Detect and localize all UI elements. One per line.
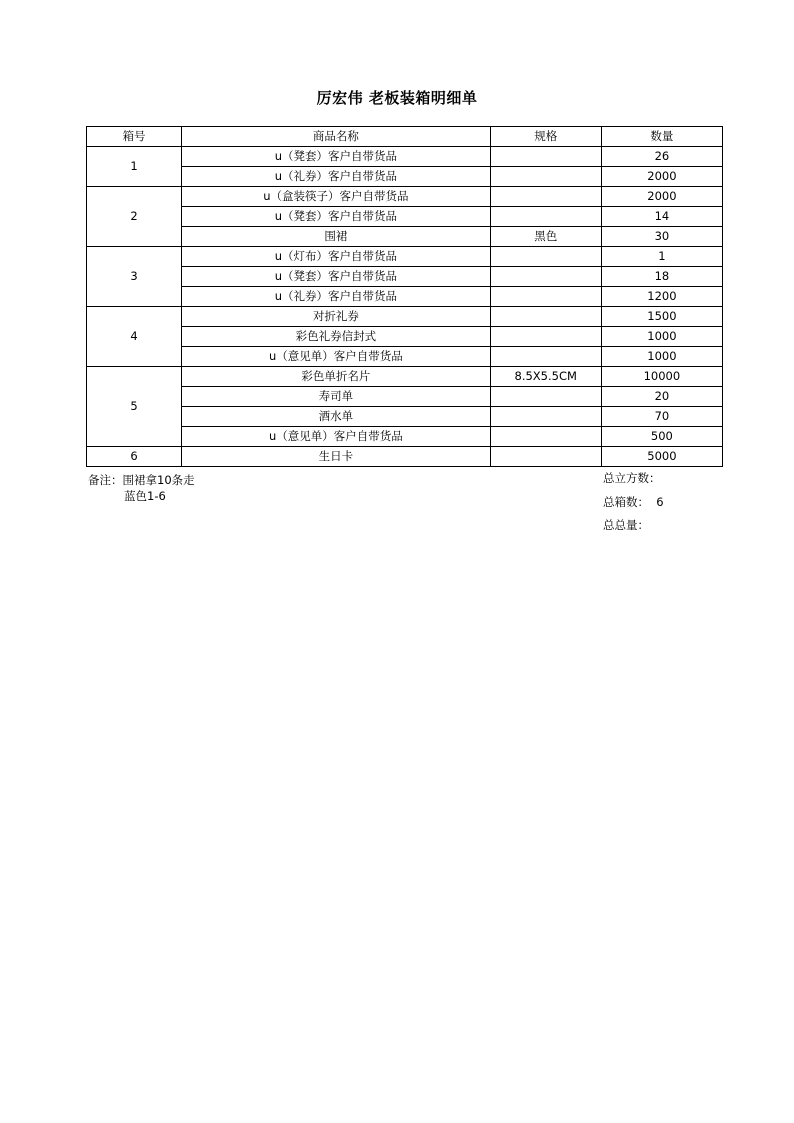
box-number-cell: 6 (87, 447, 182, 467)
quantity-cell: 30 (601, 227, 722, 247)
product-name-cell: u（礼券）客户自带货品 (182, 287, 490, 307)
table-row (87, 367, 723, 387)
table-row (87, 187, 723, 207)
product-name-cell: 围裙 (182, 227, 490, 247)
spec-cell (490, 407, 601, 427)
quantity-cell: 2000 (601, 167, 722, 187)
table-row (87, 247, 723, 267)
table-row (87, 307, 723, 327)
product-name-cell: 彩色礼券信封式 (182, 327, 490, 347)
spec-cell (490, 327, 601, 347)
box-number-cell: 4 (87, 307, 182, 367)
product-name-cell: 寿司单 (182, 387, 490, 407)
quantity-cell: 10000 (601, 367, 722, 387)
remarks (88, 472, 195, 504)
remarks-line-1: 备注：围裙拿10条走 (88, 473, 195, 487)
table-row (87, 207, 723, 227)
quantity-cell: 1000 (601, 347, 722, 367)
spec-cell: 8.5X5.5CM (490, 367, 601, 387)
product-name-cell: u（凳套）客户自带货品 (182, 147, 490, 167)
total-volume: 总立方数： (603, 471, 661, 485)
table-row (87, 347, 723, 367)
product-name-cell: u（意见单）客户自带货品 (182, 427, 490, 447)
spec-cell (490, 347, 601, 367)
spec-cell: 黑色 (490, 227, 601, 247)
table-row (87, 147, 723, 167)
table-row (87, 427, 723, 447)
quantity-cell: 70 (601, 407, 722, 427)
product-name-cell: u（凳套）客户自带货品 (182, 207, 490, 227)
total-weight: 总总量： (603, 518, 649, 532)
quantity-cell: 500 (601, 427, 722, 447)
table-row (87, 387, 723, 407)
spec-cell (490, 207, 601, 227)
product-name-cell: 酒水单 (182, 407, 490, 427)
total-boxes: 总箱数： 6 (603, 494, 664, 509)
table-row (87, 227, 723, 247)
box-number-cell: 5 (87, 367, 182, 447)
table-header-row (87, 127, 723, 147)
product-name-cell: 生日卡 (182, 447, 490, 467)
table-row (87, 407, 723, 427)
table-row (87, 167, 723, 187)
header-quantity: 数量 (601, 127, 722, 147)
spec-cell (490, 147, 601, 167)
quantity-cell: 1 (601, 247, 722, 267)
remarks-line-2: 蓝色1-6 (124, 489, 166, 503)
spec-cell (490, 267, 601, 287)
table-body (87, 147, 723, 467)
spec-cell (490, 167, 601, 187)
quantity-cell: 18 (601, 267, 722, 287)
box-number-cell: 1 (87, 147, 182, 187)
product-name-cell: u（凳套）客户自带货品 (182, 267, 490, 287)
spec-cell (490, 427, 601, 447)
box-number-cell: 2 (87, 187, 182, 247)
quantity-cell: 1200 (601, 287, 722, 307)
document-title: 厉宏伟 老板装箱明细单 (316, 89, 478, 107)
quantity-cell: 1000 (601, 327, 722, 347)
spec-cell (490, 447, 601, 467)
header-box-number: 箱号 (87, 127, 182, 147)
quantity-cell: 2000 (601, 187, 722, 207)
box-number-cell: 3 (87, 247, 182, 307)
quantity-cell: 5000 (601, 447, 722, 467)
quantity-cell: 26 (601, 147, 722, 167)
header-product-name: 商品名称 (182, 127, 490, 147)
quantity-cell: 1500 (601, 307, 722, 327)
spec-cell (490, 387, 601, 407)
totals-summary (603, 470, 664, 541)
table-row (87, 327, 723, 347)
product-name-cell: u（盒装筷子）客户自带货品 (182, 187, 490, 207)
spec-cell (490, 307, 601, 327)
product-name-cell: u（灯布）客户自带货品 (182, 247, 490, 267)
product-name-cell: 对折礼券 (182, 307, 490, 327)
product-name-cell: u（意见单）客户自带货品 (182, 347, 490, 367)
spec-cell (490, 287, 601, 307)
table-row (87, 267, 723, 287)
table-row (87, 447, 723, 467)
product-name-cell: u（礼券）客户自带货品 (182, 167, 490, 187)
quantity-cell: 20 (601, 387, 722, 407)
header-spec: 规格 (490, 127, 601, 147)
spec-cell (490, 247, 601, 267)
packing-table (86, 126, 723, 467)
spec-cell (490, 187, 601, 207)
product-name-cell: 彩色单折名片 (182, 367, 490, 387)
table-row (87, 287, 723, 307)
quantity-cell: 14 (601, 207, 722, 227)
